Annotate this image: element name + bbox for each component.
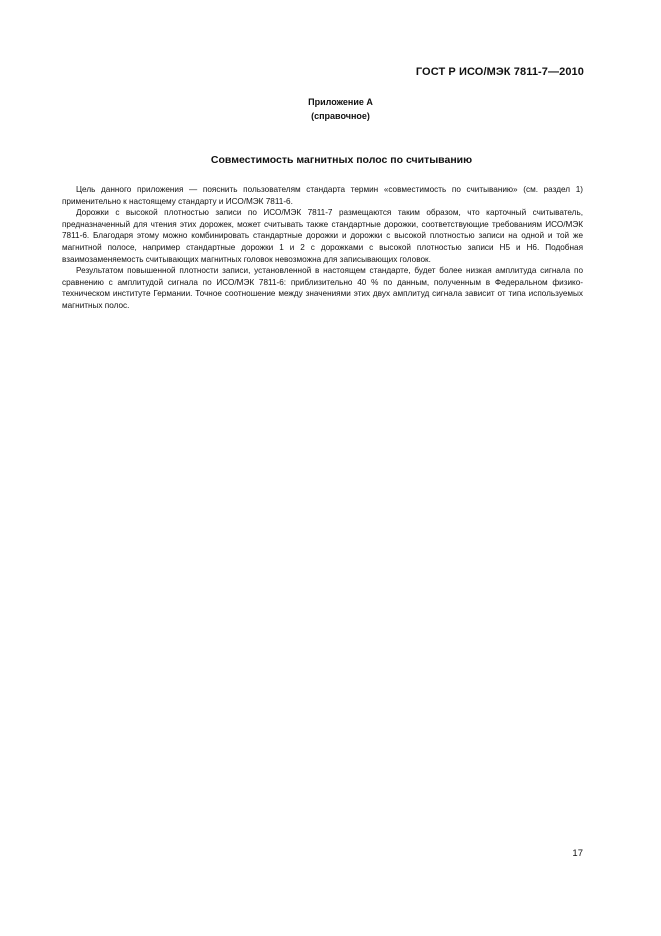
annex-status: (справочное) xyxy=(311,111,370,121)
paragraph-2: Дорожки с высокой плотностью записи по ИСО/МЭК 7811-7 размещаются таким образом, что карточный считыватель, предназначенный для чтения этих дорожек, может считывать также стандартные дорожки, соответствующие требованиям ИСО/МЭК 7811-6. Благодаря этому можно комбинировать стандартные дорожки и дорожки с высокой плотностью записи на одной и той же магнитной полосе, например стандартные дорожки 1 и 2 с дорожками с высокой плотностью записи Н5 и Н6. Подобная взаимозаменяемость считывающих магнитных головок невозможна для записывающих головок. xyxy=(62,208,583,264)
document-code: ГОСТ Р ИСО/МЭК 7811-7—2010 xyxy=(415,66,584,78)
paragraph-1: Цель данного приложения — пояснить пользователям стандарта термин «совместимость по считыванию» (см. раздел 1) применительно к настоящему стандарту и ИСО/МЭК 7811-6. xyxy=(62,185,583,206)
paragraph-3: Результатом повышенной плотности записи, установленной в настоящем стандарте, будет более низкая амплитуда сигнала по сравнению с амплитудой сигнала по ИСО/МЭК 7811-6: приблизительно 40 % по данным, полученным в Федеральном физико-техническом институте Германии. Точное соотношение между значениями этих двух амплитуд сигнала зависит от типа используемых магнитных полос. xyxy=(62,266,583,310)
section-title: Совместимость магнитных полос по считыванию xyxy=(210,154,473,166)
annex-heading xyxy=(0,95,661,123)
page-number: 17 xyxy=(572,848,583,859)
annex-label: Приложение А xyxy=(308,97,373,107)
body-text xyxy=(62,184,583,312)
